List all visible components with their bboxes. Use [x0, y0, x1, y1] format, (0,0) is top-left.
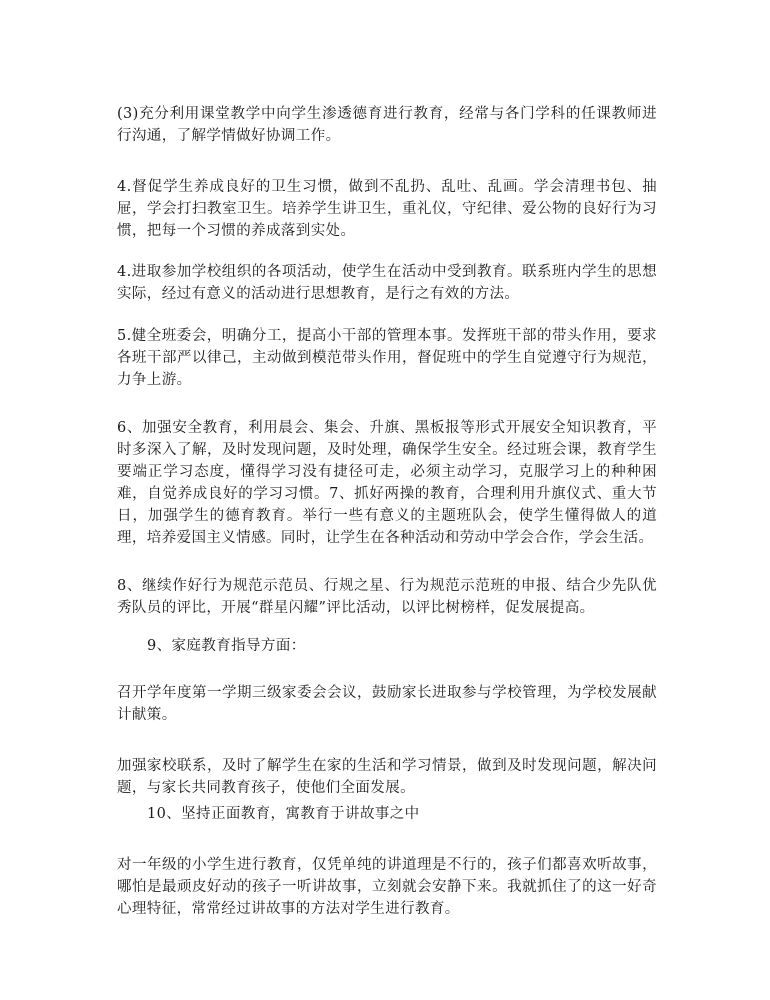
paragraph-5-class-committee: 5.健全班委会，明确分工，提高小干部的管理本事。发挥班干部的带头作用，要求各班干部严以律己，主动做到模范带头作用，督促班中的学生自觉遵守行为规范，力争上游。 — [117, 328, 657, 388]
paragraph-parent-committee: 召开学年度第一学期三级家委会会议，鼓励家长进取参与学校管理，为学校发展献计献策。 — [117, 685, 657, 723]
paragraph-home-school-contact: 加强家校联系，及时了解学生在家的生活和学习情景，做到及时发现问题，解决问题，与家长共同教育孩子，使他们全面发展。 — [117, 758, 657, 796]
heading-9-family-education: 9、家庭教育指导方面： — [147, 638, 306, 654]
paragraph-8-behavior-standards: 8、继续作好行为规范示范员、行规之星、行为规范示范班的申报、结合少先队优秀队员的评比，开展“群星闪耀”评比活动，以评比树榜样，促发展提高。 — [117, 578, 657, 616]
paragraph-storytelling: 对一年级的小学生进行教育，仅凭单纯的讲道理是不行的，孩子们都喜欢听故事，哪怕是最顽皮好动的孩子一听讲故事，立刻就会安静下来。我就抓住了的这一好奇心理特征，常常经过讲故事的方法对学生进行教育。 — [117, 857, 657, 917]
heading-10-positive-education: 10、坚持正面教育，寓教育于讲故事之中 — [147, 806, 420, 822]
paragraph-3-classroom-moral-education: (3)充分利用课堂教学中向学生渗透德育进行教育，经常与各门学科的任课教师进行沟通，了解学情做好协调工作。 — [117, 106, 657, 144]
paragraph-6-safety-education: 6、加强安全教育，利用晨会、集会、升旗、黑板报等形式开展安全知识教育，平时多深入了解，及时发现问题，及时处理，确保学生安全。经过班会课，教育学生要端正学习态度，懂得学习没有捷径可走，必须主动学习，克服学习上的种种困难，自觉养成良好的学习习惯。7、抓好两操的教育，合理利用升旗仪式、重大节日，加强学生的德育教育。举行一些有意义的主题班队会，使学生懂得做人的道理，培养爱国主义情感。同时，让学生在各种活动和劳动中学会合作，学会生活。 — [117, 420, 657, 546]
paragraph-4-hygiene-habits: 4.督促学生养成良好的卫生习惯，做到不乱扔、乱吐、乱画。学会清理书包、抽屉，学会打扫教室卫生。培养学生讲卫生，重礼仪，守纪律、爱公物的良好行为习惯，把每一个习惯的养成落到实处。 — [117, 179, 657, 239]
paragraph-4-school-activities: 4.进取参加学校组织的各项活动，使学生在活动中受到教育。联系班内学生的思想实际，经过有意义的活动进行思想教育，是行之有效的方法。 — [117, 264, 657, 302]
